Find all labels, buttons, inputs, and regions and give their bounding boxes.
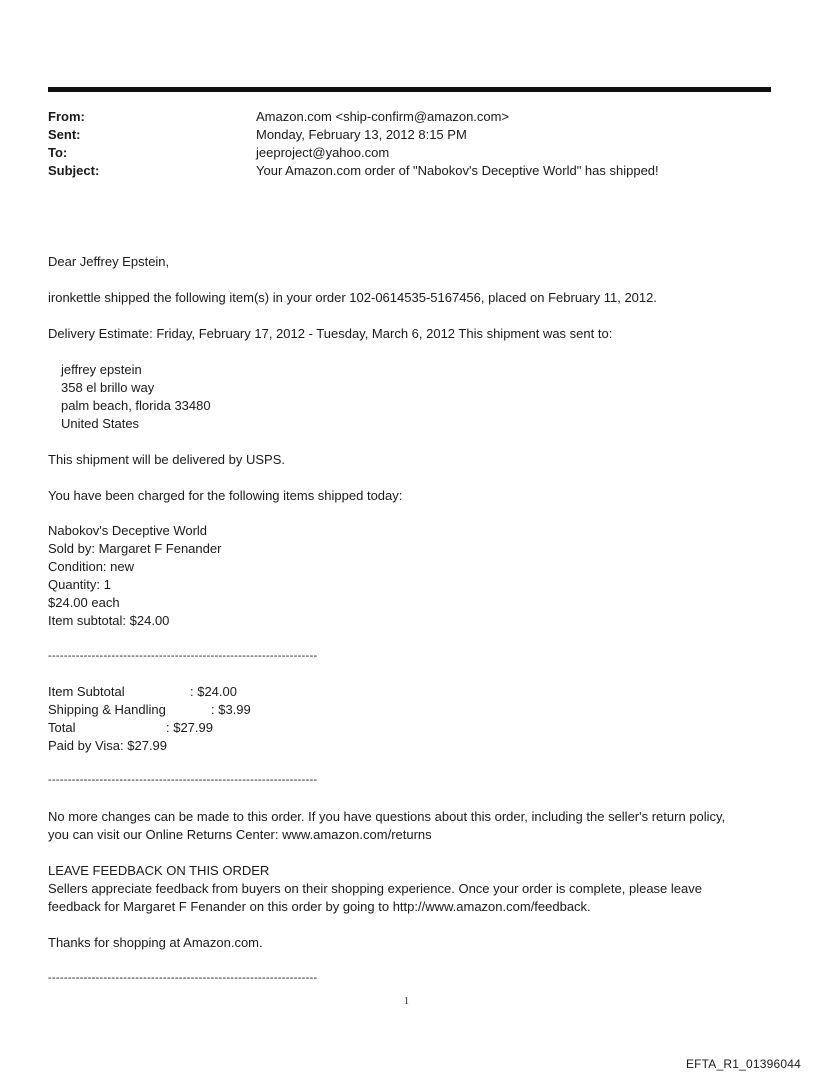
summary-shipping-label: Shipping & Handling [48,702,166,717]
charged-line: You have been charged for the following items shipped today: [48,488,403,503]
greeting: Dear Jeffrey Epstein, [48,254,170,269]
subject-value: Your Amazon.com order of "Nabokov's Deceptive World" has shipped! [256,163,659,178]
summary-total-row [48,719,213,737]
summary-shipping-row [48,701,251,719]
from-value: Amazon.com <ship-confirm@amazon.com> [256,109,510,124]
summary-paid-line: Paid by Visa: $27.99 [48,738,168,753]
item-price-each: $24.00 each [48,595,120,610]
summary-total-value: : $27.99 [166,720,213,735]
divider-3: -------------------------------------------------------------------- [48,972,318,984]
feedback-heading: LEAVE FEEDBACK ON THIS ORDER [48,863,270,878]
item-condition: Condition: new [48,559,134,574]
item-title: Nabokov's Deceptive World [48,523,208,538]
changes-line-1: No more changes can be made to this order. If you have questions about this order, including the seller's return policy, [48,809,726,824]
changes-line-2: you can visit our Online Returns Center: www.amazon.com/returns [48,827,432,842]
item-subtotal: Item subtotal: $24.00 [48,613,170,628]
summary-shipping-value: : $3.99 [211,702,251,717]
address-name: jeffrey epstein [61,362,142,377]
item-sold-by: Sold by: Margaret F Fenander [48,541,222,556]
carrier-line: This shipment will be delivered by USPS. [48,452,285,467]
subject-label: Subject: [48,163,100,178]
feedback-line-1: Sellers appreciate feedback from buyers on their shopping experience. Once your order is complete, please leave [48,881,702,896]
address-street: 358 el brillo way [61,380,155,395]
bates-number: EFTA_R1_01396044 [685,1057,801,1071]
divider-2: -------------------------------------------------------------------- [48,774,318,786]
thanks-line: Thanks for shopping at Amazon.com. [48,935,263,950]
to-label: To: [48,145,68,160]
header-rule [48,87,771,92]
page-number: 1 [404,996,409,1007]
feedback-line-2: feedback for Margaret F Fenander on this order by going to http://www.amazon.com/feedback. [48,899,591,914]
item-quantity: Quantity: 1 [48,577,111,592]
summary-total-label: Total [48,720,76,735]
summary-subtotal-row [48,683,237,701]
to-value: jeeproject@yahoo.com [256,145,390,160]
sent-label: Sent: [48,127,81,142]
divider-1: -------------------------------------------------------------------- [48,650,318,662]
summary-subtotal-label: Item Subtotal [48,684,125,699]
shipped-line: ironkettle shipped the following item(s) in your order 102-0614535-5167456, placed on February 11, 2012. [48,290,657,305]
from-label: From: [48,109,85,124]
sent-value: Monday, February 13, 2012 8:15 PM [256,127,467,142]
summary-subtotal-value: : $24.00 [190,684,237,699]
address-country: United States [61,416,140,431]
address-city: palm beach, florida 33480 [61,398,211,413]
delivery-line: Delivery Estimate: Friday, February 17, 2012 - Tuesday, March 6, 2012 This shipment was sent to: [48,326,613,341]
